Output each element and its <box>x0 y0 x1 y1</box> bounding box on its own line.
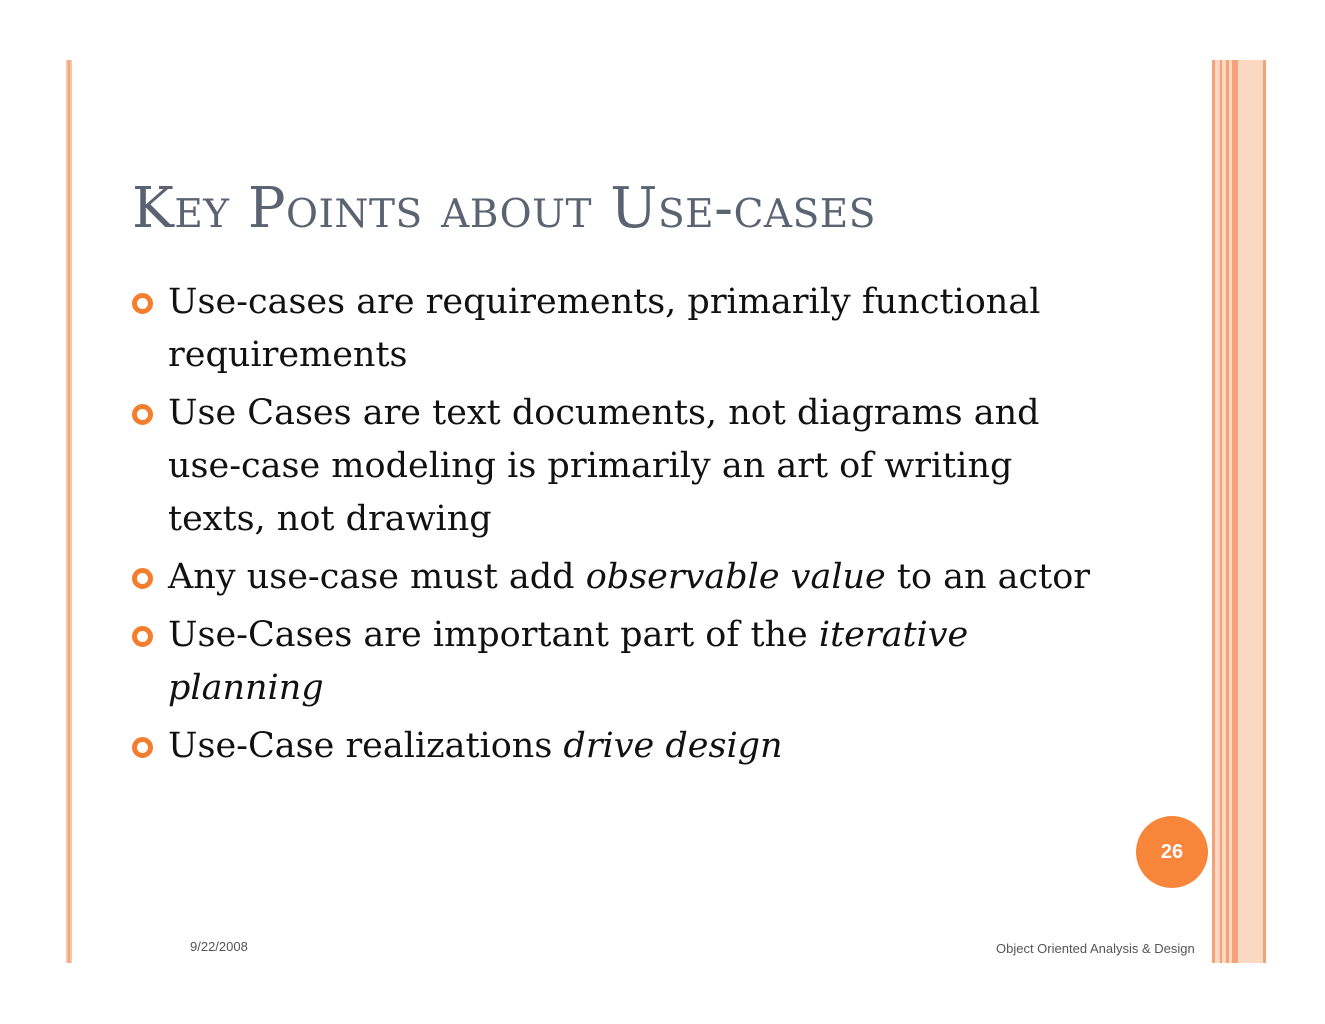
band-line <box>1212 60 1215 963</box>
bullet-text: Use-cases are requirements, primarily functional requirements <box>168 282 1041 375</box>
right-decorative-band <box>1212 60 1266 963</box>
ring-bullet-icon <box>132 626 153 647</box>
bullet-item <box>132 276 1112 382</box>
bullet-item <box>132 551 1112 604</box>
ring-bullet-icon <box>132 293 153 314</box>
slide-title: Key Points about Use-cases <box>132 176 876 241</box>
bullet-emphasis-text: iterative planning <box>168 615 969 708</box>
footer-course-title: Object Oriented Analysis & Design <box>996 941 1195 956</box>
page-number-badge: 26 <box>1136 816 1208 888</box>
ring-bullet-icon <box>132 404 153 425</box>
bullet-emphasis-text: observable value <box>585 557 886 597</box>
band-line <box>1220 60 1222 963</box>
ring-bullet-icon <box>132 737 153 758</box>
band-line <box>1232 60 1238 963</box>
bullet-text: to an actor <box>885 557 1091 597</box>
bullet-item <box>132 609 1112 715</box>
band-line <box>1263 60 1266 963</box>
footer-date: 9/22/2008 <box>190 939 248 954</box>
bullet-item <box>132 720 1112 773</box>
bullet-list <box>132 276 1112 778</box>
bullet-text: Use-Cases are important part of the <box>168 615 819 655</box>
bullet-emphasis-text: drive design <box>563 726 783 766</box>
bullet-text: Use Cases are text documents, not diagrams and use-case modeling is primarily an art of writing texts, not drawing <box>168 393 1040 539</box>
bullet-text: Any use-case must add <box>168 557 586 597</box>
left-decorative-rule <box>66 60 72 963</box>
band-line <box>1226 60 1229 963</box>
bullet-item <box>132 387 1112 546</box>
ring-bullet-icon <box>132 568 153 589</box>
bullet-text: Use-Case realizations <box>168 726 564 766</box>
